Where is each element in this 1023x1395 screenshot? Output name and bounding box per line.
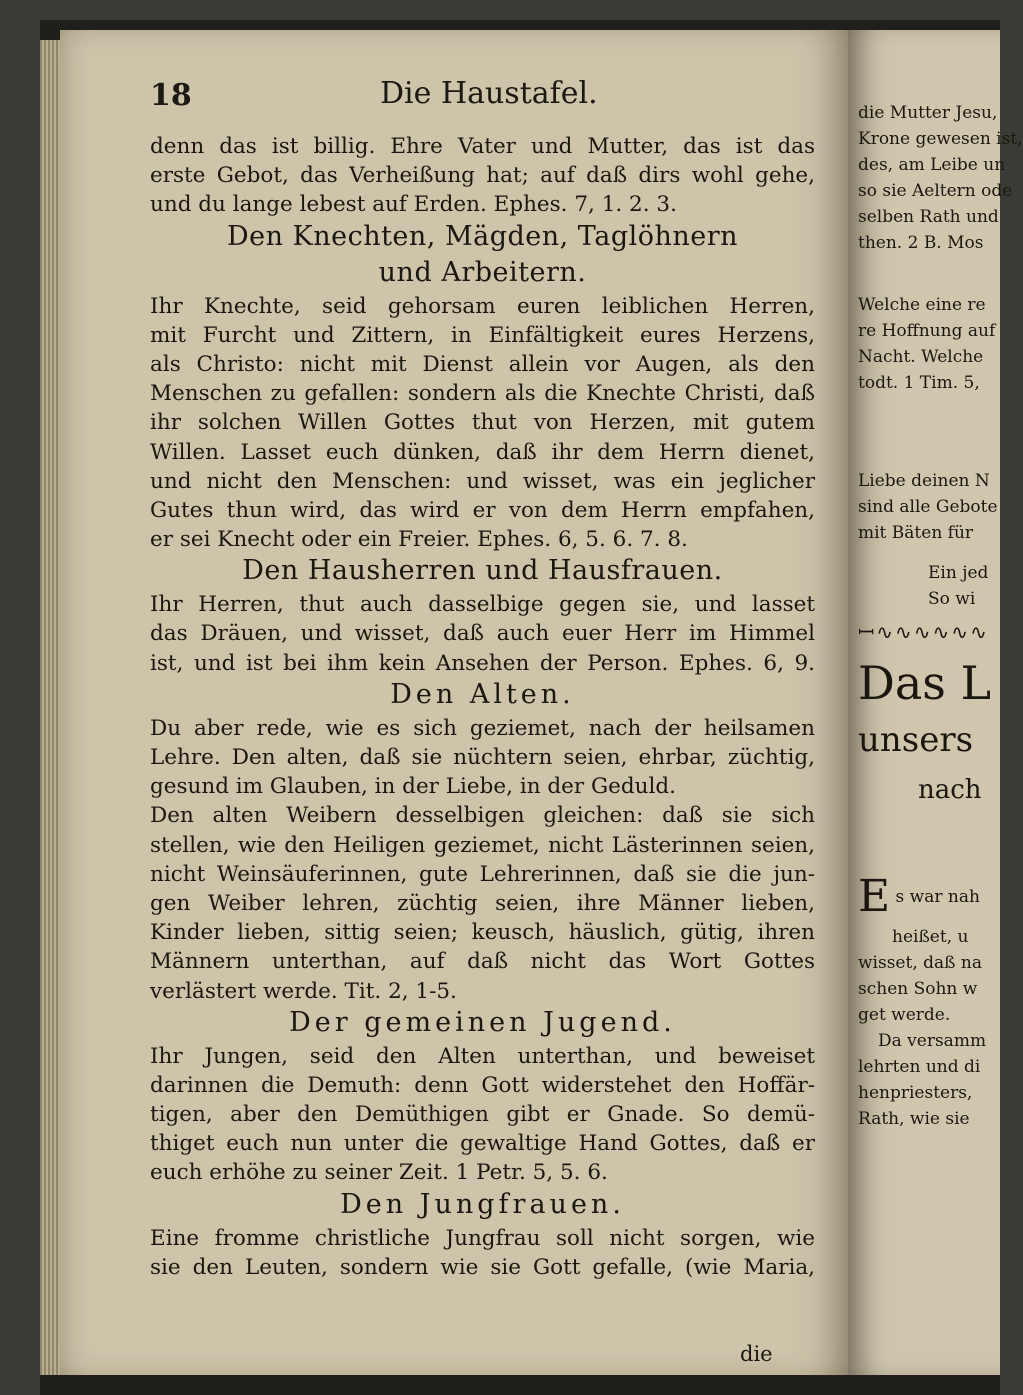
text-line: erste Gebot, das Verheißung hat; auf daß dirs wohl gehe, (150, 163, 815, 189)
page-number: 18 (150, 78, 192, 113)
right-line: then. 2 B. Mos (858, 233, 984, 253)
text-line: Eine fromme christliche Jungfrau soll nicht sorgen, wie (150, 1225, 815, 1251)
section-heading: Den Alten. (390, 678, 575, 710)
text-line: verlästert werde. Tit. 2, 1-5. (150, 978, 457, 1004)
text-line: er sei Knecht oder ein Freier. Ephes. 6, 5. 6. 7. 8. (150, 527, 688, 553)
catchword: die (740, 1342, 773, 1366)
text-line: Den alten Weibern desselbigen gleichen: daß sie sich (150, 803, 815, 829)
right-line: So wi (928, 589, 976, 609)
text-line: Ihr Knechte, seid gehorsam euren leiblichen Herren, (150, 293, 815, 319)
section-heading: und Arbeitern. (378, 256, 587, 288)
right-line: re Hoffnung auf (858, 321, 996, 341)
right-line: Liebe deinen N (858, 471, 990, 491)
text-line: das Dräuen, und wisset, daß auch euer Herr im Himmel (150, 621, 815, 647)
text-line: euch erhöhe zu seiner Zeit. 1 Petr. 5, 5. 6. (150, 1160, 608, 1186)
text-line: Gutes thun wird, das wird er von dem Herrn empfahen, (150, 497, 815, 523)
text-line: denn das ist billig. Ehre Vater und Mutter, das ist das (150, 134, 815, 159)
right-line: schen Sohn w (858, 979, 978, 999)
ornament-divider: ꟷ∿∿∿∿∿∿ (858, 620, 989, 644)
section-subtitle-small: nach (918, 775, 982, 805)
right-line: die Mutter Jesu, (858, 103, 998, 123)
right-line: wisset, daß na (858, 953, 982, 973)
text-line: stellen, wie den Heiligen geziemet, nicht Lästerinnen seien, (150, 832, 815, 858)
right-line: todt. 1 Tim. 5, (858, 373, 980, 393)
right-line: s war nah (895, 887, 980, 907)
text-line: ist, und ist bei ihm kein Ansehen der Person. Ephes. 6, 9. (150, 650, 815, 676)
right-line: lehrten und di (858, 1057, 981, 1077)
dropcap: E (858, 871, 891, 922)
right-line: henpriesters, (858, 1083, 973, 1103)
right-line: Krone gewesen ist, (858, 129, 1023, 149)
section-subtitle: unsers (858, 720, 974, 760)
section-heading: Den Hausherren und Hausfrauen. (242, 555, 723, 587)
right-line: get werde. (858, 1005, 951, 1025)
text-line: Willen. Lasset euch dünken, daß ihr dem Herrn dienet, (150, 439, 815, 465)
right-line: Ein jed (928, 563, 989, 583)
right-line: Nacht. Welche (858, 347, 984, 367)
right-line: heißet, u (892, 927, 969, 947)
dropcap-line (858, 871, 1003, 924)
text-line: darinnen die Demuth: denn Gott widerstehet den Hoffär- (150, 1072, 815, 1098)
right-line: des, am Leibe un (858, 155, 1006, 175)
section-title: Das L (858, 656, 992, 710)
right-line: Rath, wie sie (858, 1109, 970, 1129)
right-line: mit Bäten für (858, 523, 974, 543)
text-line: gesund im Glauben, in der Liebe, in der Geduld. (150, 774, 676, 800)
text-line: Du aber rede, wie es sich geziemet, nach der heilsamen (150, 715, 815, 741)
text-line: ihr solchen Willen Gottes thut von Herzen, mit gutem (150, 410, 815, 436)
left-page-text (150, 132, 815, 1282)
section-heading: Der gemeinen Jugend. (289, 1006, 676, 1038)
section-heading: Den Jungfrauen. (340, 1188, 625, 1220)
text-line: und nicht den Menschen: und wisset, was ein jeglicher (150, 468, 815, 494)
right-line: Welche eine re (858, 295, 986, 315)
running-title: Die Haustafel. (380, 76, 598, 111)
right-line: sind alle Gebote (858, 497, 998, 517)
text-line: Männern unterthan, auf daß nicht das Wort Gottes (150, 949, 815, 975)
text-line: nicht Weinsäuferinnen, gute Lehrerinnen, daß sie die jun- (150, 861, 815, 887)
text-line: Ihr Jungen, seid den Alten unterthan, und beweiset (150, 1043, 815, 1069)
text-line: sie den Leuten, sondern wie sie Gott gefalle, (wie Maria, (150, 1254, 815, 1280)
text-line: Lehre. Den alten, daß sie nüchtern seien, ehrbar, züchtig, (150, 745, 815, 770)
text-line: Menschen zu gefallen: sondern als die Knechte Christi, daß (150, 381, 815, 407)
text-line: als Christo: nicht mit Dienst allein vor Augen, als den (150, 351, 815, 377)
text-line: mit Furcht und Zittern, in Einfältigkeit eures Herzens, (150, 322, 815, 348)
page-header (150, 72, 810, 116)
right-page-text (858, 100, 1023, 1132)
right-line: selben Rath und (858, 207, 999, 227)
text-line: und du lange lebest auf Erden. Ephes. 7, 1. 2. 3. (150, 192, 677, 218)
text-line: thiget euch nun unter die gewaltige Hand Gottes, daß er (150, 1131, 815, 1157)
section-heading: Den Knechten, Mägden, Taglöhnern (226, 220, 739, 252)
right-line: Da versamm (878, 1031, 987, 1051)
text-line: Ihr Herren, thut auch dasselbige gegen sie, und lasset (150, 592, 815, 618)
text-line: tigen, aber den Demüthigen gibt er Gnade. So demü- (150, 1102, 815, 1128)
text-line: gen Weiber lehren, züchtig seien, ihre Männer lieben, (150, 890, 815, 916)
text-line: Kinder lieben, sittig seien; keusch, häuslich, gütig, ihren (150, 920, 815, 946)
right-line: so sie Aeltern ode (858, 181, 1013, 201)
